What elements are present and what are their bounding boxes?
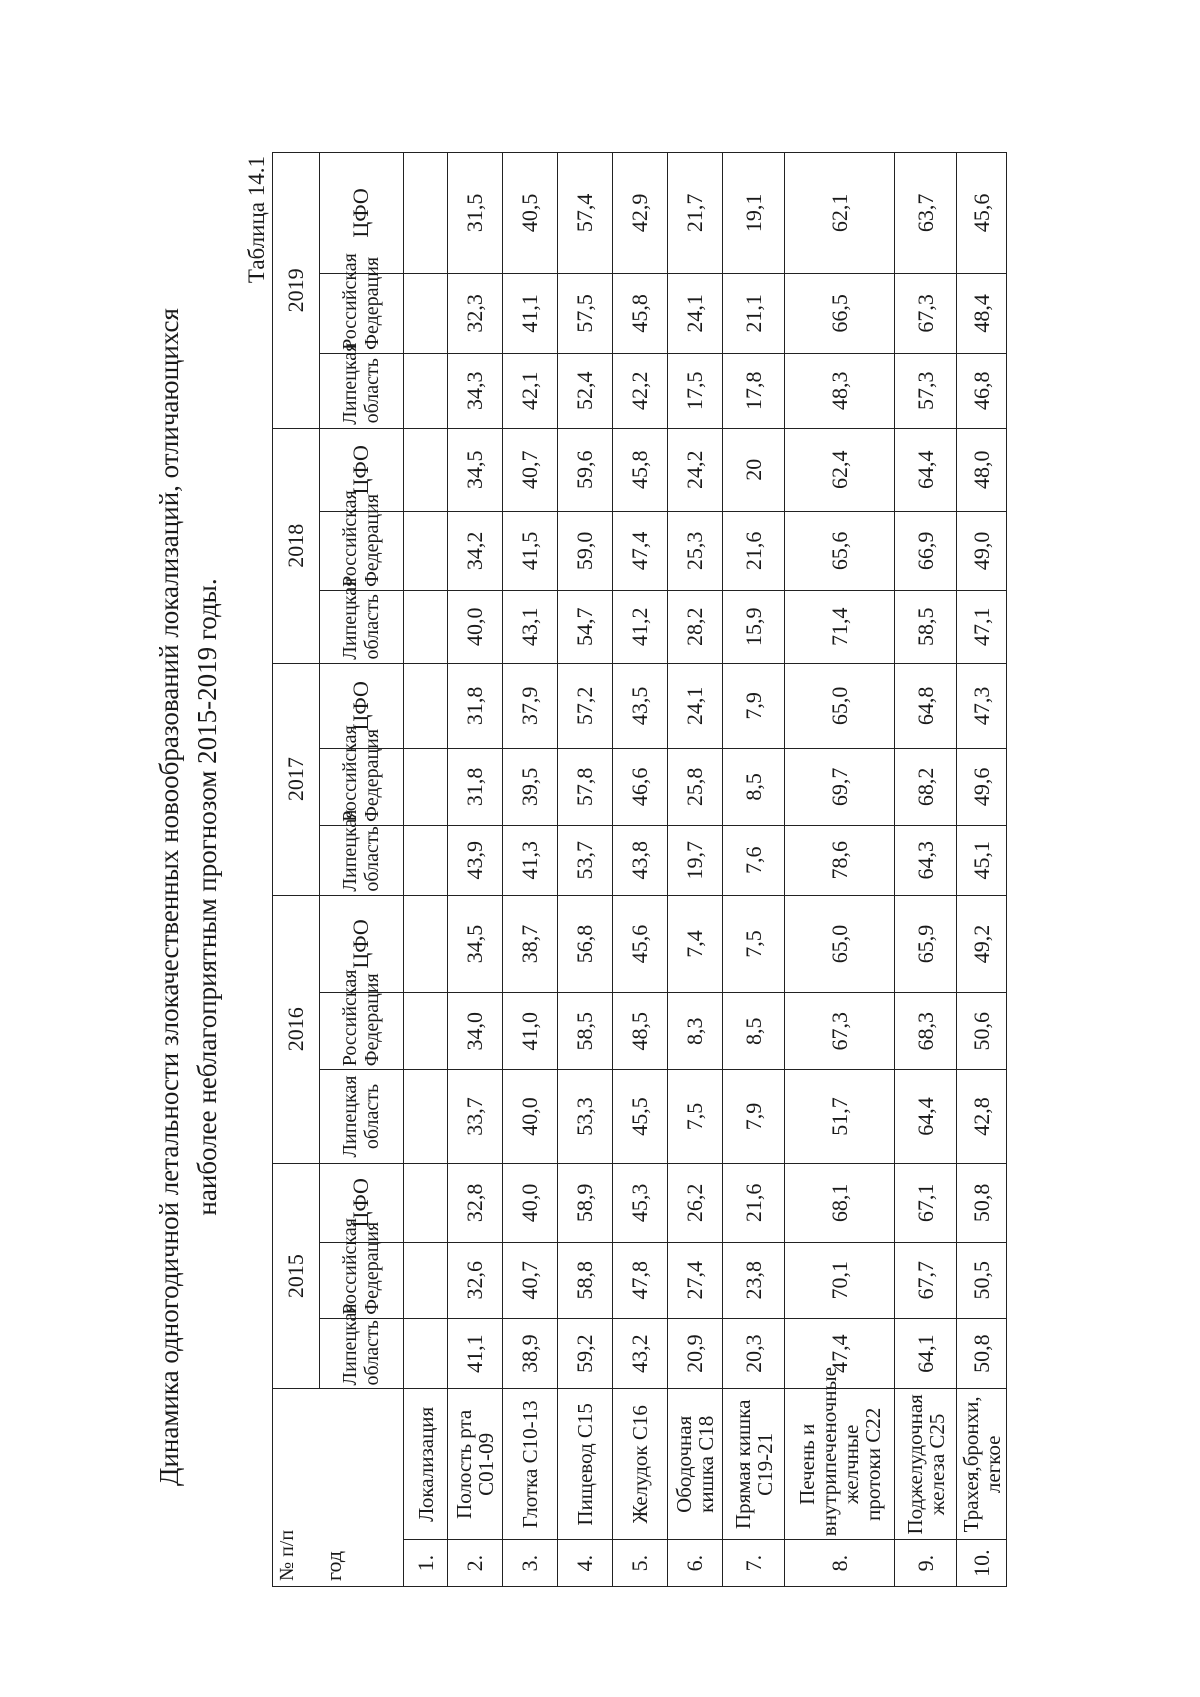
table-row — [723, 153, 785, 1587]
value-cell: 58,8 — [558, 1242, 613, 1318]
row-number: 9. — [895, 1540, 957, 1587]
table-row — [448, 153, 503, 1587]
value-cell: 7,5 — [668, 1070, 723, 1164]
value-cell — [404, 153, 448, 274]
value-cell: 41,2 — [613, 590, 668, 663]
value-cell: 64,8 — [895, 663, 957, 748]
value-cell: 68,2 — [895, 748, 957, 825]
value-cell: 32,3 — [448, 273, 503, 353]
value-cell: 21,6 — [723, 1163, 785, 1242]
value-cell: 34,0 — [448, 993, 503, 1070]
value-cell: 64,4 — [895, 1070, 957, 1164]
value-cell: 20,9 — [668, 1318, 723, 1389]
row-localization: Полость рта С01-09 — [448, 1389, 503, 1540]
value-cell: 56,8 — [558, 895, 613, 993]
value-cell: 41,5 — [503, 511, 558, 590]
value-cell: 48,3 — [785, 353, 895, 428]
value-cell: 40,5 — [503, 153, 558, 274]
value-cell: 23,8 — [723, 1242, 785, 1318]
value-cell — [404, 1163, 448, 1242]
value-cell: 43,2 — [613, 1318, 668, 1389]
value-cell: 43,8 — [613, 825, 668, 895]
value-cell: 8,5 — [723, 748, 785, 825]
value-cell: 41,1 — [503, 273, 558, 353]
value-cell: 47,8 — [613, 1242, 668, 1318]
value-cell: 78,6 — [785, 825, 895, 895]
value-cell: 8,5 — [723, 993, 785, 1070]
value-cell — [404, 825, 448, 895]
value-cell: 27,4 — [668, 1242, 723, 1318]
value-cell: 45,5 — [613, 1070, 668, 1164]
value-cell: 42,9 — [613, 153, 668, 274]
row-localization: Трахея,бронхи, легкое — [957, 1389, 1007, 1540]
value-cell: 45,6 — [613, 895, 668, 993]
value-cell: 48,4 — [957, 273, 1007, 353]
sub-rf-2018: Российская Федерация — [319, 511, 403, 590]
value-cell — [404, 1242, 448, 1318]
header-row-years — [273, 153, 320, 1587]
value-cell: 67,3 — [785, 993, 895, 1070]
year-2019: 2019 — [273, 153, 320, 429]
sub-rf-2017: Российская Федерация — [319, 748, 403, 825]
value-cell — [404, 748, 448, 825]
value-cell: 71,4 — [785, 590, 895, 663]
value-cell: 15,9 — [723, 590, 785, 663]
table-row — [895, 153, 957, 1587]
value-cell: 47,4 — [785, 1318, 895, 1389]
value-cell: 48,5 — [613, 993, 668, 1070]
value-cell: 24,1 — [668, 663, 723, 748]
sub-lip-2019: Липецкая область — [319, 353, 403, 428]
table-row — [957, 153, 1007, 1587]
value-cell — [404, 1318, 448, 1389]
value-cell: 46,6 — [613, 748, 668, 825]
value-cell: 67,3 — [895, 273, 957, 353]
sub-cfo-2018: ЦФО — [319, 428, 403, 511]
row-localization: Прямая кишка С19-21 — [723, 1389, 785, 1540]
value-cell: 42,8 — [957, 1070, 1007, 1164]
value-cell — [404, 1070, 448, 1164]
value-cell: 45,6 — [957, 153, 1007, 274]
value-cell: 21,1 — [723, 273, 785, 353]
value-cell: 40,0 — [503, 1070, 558, 1164]
value-cell: 7,6 — [723, 825, 785, 895]
value-cell: 58,5 — [895, 590, 957, 663]
value-cell: 40,0 — [503, 1163, 558, 1242]
value-cell: 8,3 — [668, 993, 723, 1070]
value-cell: 32,8 — [448, 1163, 503, 1242]
sub-cfo-2019: ЦФО — [319, 153, 403, 274]
value-cell: 21,7 — [668, 153, 723, 274]
value-cell: 20 — [723, 428, 785, 511]
value-cell: 67,7 — [895, 1242, 957, 1318]
table-row — [668, 153, 723, 1587]
row-number: 3. — [503, 1540, 558, 1587]
value-cell: 31,8 — [448, 663, 503, 748]
row-number: 2. — [448, 1540, 503, 1587]
value-cell: 45,3 — [613, 1163, 668, 1242]
sub-rf-2019: Российская Федерация — [319, 273, 403, 353]
value-cell — [404, 663, 448, 748]
value-cell: 31,5 — [448, 153, 503, 274]
row-number: 7. — [723, 1540, 785, 1587]
row-localization: Ободочная кишка С18 — [668, 1389, 723, 1540]
value-cell: 67,1 — [895, 1163, 957, 1242]
value-cell: 40,7 — [503, 1242, 558, 1318]
value-cell: 34,5 — [448, 428, 503, 511]
sub-lip-2015: Липецкая область — [319, 1318, 403, 1389]
value-cell: 54,7 — [558, 590, 613, 663]
sub-lip-2017: Липецкая область — [319, 825, 403, 895]
value-cell: 43,5 — [613, 663, 668, 748]
value-cell: 42,2 — [613, 353, 668, 428]
value-cell: 39,5 — [503, 748, 558, 825]
value-cell: 45,1 — [957, 825, 1007, 895]
sub-rf-2016: Российская Федерация — [319, 993, 403, 1070]
sub-lip-2018: Липецкая область — [319, 590, 403, 663]
header-num: № п/п — [276, 1529, 298, 1581]
value-cell: 63,7 — [895, 153, 957, 274]
value-cell: 45,8 — [613, 273, 668, 353]
sub-cfo-2015: ЦФО — [319, 1163, 403, 1242]
value-cell: 65,6 — [785, 511, 895, 590]
value-cell: 59,2 — [558, 1318, 613, 1389]
value-cell: 34,2 — [448, 511, 503, 590]
row-localization: Локализация — [404, 1389, 448, 1540]
value-cell: 21,6 — [723, 511, 785, 590]
value-cell: 58,5 — [558, 993, 613, 1070]
value-cell: 47,4 — [613, 511, 668, 590]
row-number: 6. — [668, 1540, 723, 1587]
value-cell: 37,9 — [503, 663, 558, 748]
value-cell — [404, 273, 448, 353]
value-cell: 53,3 — [558, 1070, 613, 1164]
value-cell: 34,5 — [448, 895, 503, 993]
title-line-1: Динамика одногодичной летальности злокачественных новообразований локализаций, отличающихся — [154, 308, 184, 1486]
header-year: год — [321, 1550, 346, 1581]
sub-lip-2016: Липецкая область — [319, 1070, 403, 1164]
value-cell: 69,7 — [785, 748, 895, 825]
row-localization: Пищевод С15 — [558, 1389, 613, 1540]
table-row — [558, 153, 613, 1587]
row-localization: Глотка С10-13 — [503, 1389, 558, 1540]
row-localization: Поджелудочная железа С25 — [895, 1389, 957, 1540]
value-cell: 45,8 — [613, 428, 668, 511]
value-cell: 33,7 — [448, 1070, 503, 1164]
header-row-regions — [319, 153, 403, 1587]
value-cell: 49,2 — [957, 895, 1007, 993]
value-cell: 7,5 — [723, 895, 785, 993]
table-row — [503, 153, 558, 1587]
value-cell: 19,7 — [668, 825, 723, 895]
value-cell: 50,8 — [957, 1163, 1007, 1242]
value-cell: 40,0 — [448, 590, 503, 663]
year-2018: 2018 — [273, 428, 320, 663]
sub-cfo-2016: ЦФО — [319, 895, 403, 993]
value-cell: 53,7 — [558, 825, 613, 895]
value-cell: 7,9 — [723, 1070, 785, 1164]
value-cell: 19,1 — [723, 153, 785, 274]
value-cell — [404, 511, 448, 590]
value-cell: 38,7 — [503, 895, 558, 993]
row-localization: Желудок С16 — [613, 1389, 668, 1540]
value-cell: 25,3 — [668, 511, 723, 590]
value-cell: 40,7 — [503, 428, 558, 511]
value-cell: 46,8 — [957, 353, 1007, 428]
year-2015: 2015 — [273, 1163, 320, 1389]
value-cell: 41,1 — [448, 1318, 503, 1389]
row-number: 4. — [558, 1540, 613, 1587]
value-cell: 66,9 — [895, 511, 957, 590]
row-number: 8. — [785, 1540, 895, 1587]
row-number: 1. — [404, 1540, 448, 1587]
value-cell: 47,1 — [957, 590, 1007, 663]
value-cell: 41,3 — [503, 825, 558, 895]
value-cell: 49,6 — [957, 748, 1007, 825]
year-2016: 2016 — [273, 895, 320, 1163]
year-2017: 2017 — [273, 663, 320, 895]
title-line-2: наиболее неблагоприятным прогнозом 2015-2019 годы. — [192, 578, 222, 1216]
table-body — [404, 153, 1007, 1587]
value-cell: 64,3 — [895, 825, 957, 895]
row-number: 5. — [613, 1540, 668, 1587]
value-cell: 34,3 — [448, 353, 503, 428]
value-cell: 62,1 — [785, 153, 895, 274]
value-cell: 43,9 — [448, 825, 503, 895]
value-cell: 59,6 — [558, 428, 613, 511]
value-cell — [404, 895, 448, 993]
value-cell: 41,0 — [503, 993, 558, 1070]
value-cell: 52,4 — [558, 353, 613, 428]
sub-rf-2015: Российская Федерация — [319, 1242, 403, 1318]
value-cell: 57,2 — [558, 663, 613, 748]
value-cell: 65,0 — [785, 663, 895, 748]
row-localization: Печень и внутрипеченочные желчные протоки С22 — [785, 1389, 895, 1540]
value-cell: 62,4 — [785, 428, 895, 511]
value-cell: 47,3 — [957, 663, 1007, 748]
value-cell: 31,8 — [448, 748, 503, 825]
lethality-table — [272, 152, 1007, 1587]
value-cell: 20,3 — [723, 1318, 785, 1389]
value-cell: 70,1 — [785, 1242, 895, 1318]
value-cell: 24,2 — [668, 428, 723, 511]
value-cell: 68,3 — [895, 993, 957, 1070]
value-cell — [404, 590, 448, 663]
value-cell: 50,8 — [957, 1318, 1007, 1389]
value-cell — [404, 428, 448, 511]
value-cell: 57,4 — [558, 153, 613, 274]
value-cell: 50,6 — [957, 993, 1007, 1070]
value-cell: 57,8 — [558, 748, 613, 825]
value-cell: 59,0 — [558, 511, 613, 590]
value-cell — [404, 353, 448, 428]
value-cell: 26,2 — [668, 1163, 723, 1242]
value-cell: 57,5 — [558, 273, 613, 353]
row-number: 10. — [957, 1540, 1007, 1587]
value-cell: 64,4 — [895, 428, 957, 511]
value-cell: 7,9 — [723, 663, 785, 748]
document-title — [150, 197, 226, 1597]
value-cell: 17,5 — [668, 353, 723, 428]
table-row — [404, 153, 448, 1587]
value-cell: 51,7 — [785, 1070, 895, 1164]
value-cell: 65,9 — [895, 895, 957, 993]
value-cell: 65,0 — [785, 895, 895, 993]
value-cell: 64,1 — [895, 1318, 957, 1389]
value-cell: 28,2 — [668, 590, 723, 663]
value-cell — [404, 993, 448, 1070]
table-row — [613, 153, 668, 1587]
header-corner — [273, 1389, 404, 1587]
value-cell: 38,9 — [503, 1318, 558, 1389]
value-cell: 17,8 — [723, 353, 785, 428]
value-cell: 42,1 — [503, 353, 558, 428]
value-cell: 68,1 — [785, 1163, 895, 1242]
value-cell: 57,3 — [895, 353, 957, 428]
table-label: Таблица 14.1 — [244, 156, 269, 284]
value-cell: 32,6 — [448, 1242, 503, 1318]
value-cell: 49,0 — [957, 511, 1007, 590]
value-cell: 66,5 — [785, 273, 895, 353]
value-cell: 24,1 — [668, 273, 723, 353]
value-cell: 25,8 — [668, 748, 723, 825]
table-row — [785, 153, 895, 1587]
value-cell: 58,9 — [558, 1163, 613, 1242]
value-cell: 43,1 — [503, 590, 558, 663]
value-cell: 48,0 — [957, 428, 1007, 511]
value-cell: 7,4 — [668, 895, 723, 993]
sub-cfo-2017: ЦФО — [319, 663, 403, 748]
value-cell: 50,5 — [957, 1242, 1007, 1318]
